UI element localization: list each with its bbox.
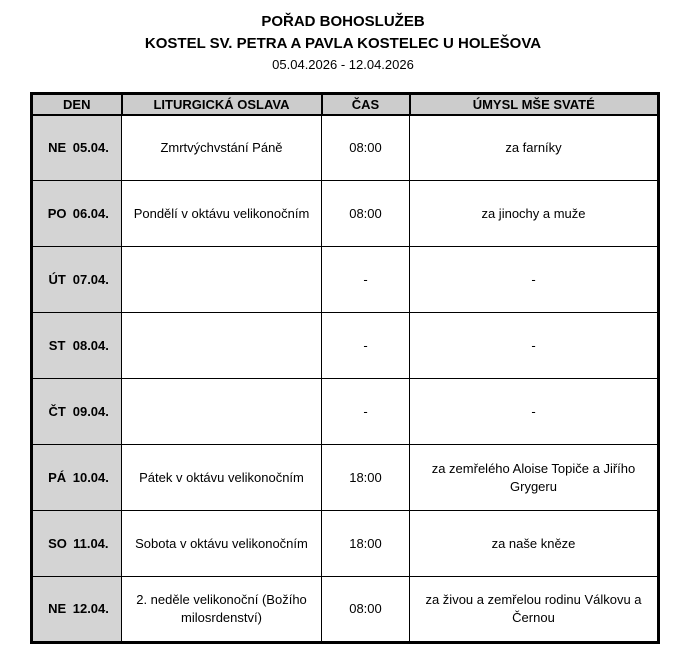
page-subtitle: KOSTEL SV. PETRA A PAVLA KOSTELEC U HOLEŠOVA xyxy=(144,34,542,52)
day-abbr: ÚT xyxy=(48,271,66,287)
day-cell xyxy=(32,511,122,577)
time-cell: 08:00 xyxy=(322,181,410,247)
day-date: 12.04. xyxy=(72,601,109,617)
date-range: 05.04.2026 - 12.04.2026 xyxy=(272,56,414,72)
table-row xyxy=(32,445,659,511)
day-cell xyxy=(32,115,122,181)
time-cell: - xyxy=(322,313,410,379)
intention-cell: - xyxy=(410,313,659,379)
time-cell: 08:00 xyxy=(322,577,410,643)
day-date: 08.04. xyxy=(72,337,109,353)
intention-cell: - xyxy=(410,247,659,313)
day-cell xyxy=(32,313,122,379)
day-date: 09.04. xyxy=(72,403,109,419)
page-title: POŘAD BOHOSLUŽEB xyxy=(261,13,425,30)
day-abbr: SO xyxy=(48,535,67,551)
time-cell: - xyxy=(322,379,410,445)
document-header xyxy=(0,0,686,74)
celebration-cell: 2. neděle velikonoční (Božího milosrdenství) xyxy=(122,577,322,643)
col-header-celebration: LITURGICKÁ OSLAVA xyxy=(122,94,322,115)
table-row xyxy=(32,313,659,379)
intention-cell: za farníky xyxy=(410,115,659,181)
day-abbr: ST xyxy=(48,337,66,353)
table-row xyxy=(32,181,659,247)
celebration-cell: Zmrtvýchvstání Páně xyxy=(122,115,322,181)
celebration-cell xyxy=(122,247,322,313)
day-abbr: PO xyxy=(47,205,67,221)
day-cell xyxy=(32,181,122,247)
table-row xyxy=(32,115,659,181)
intention-cell: za naše kněze xyxy=(410,511,659,577)
col-header-time: ČAS xyxy=(322,94,410,115)
table-row xyxy=(32,379,659,445)
day-date: 10.04. xyxy=(72,469,109,485)
day-date: 11.04. xyxy=(73,535,109,551)
day-cell xyxy=(32,247,122,313)
day-abbr: NE xyxy=(48,601,67,617)
intention-cell: za zemřelého Aloise Topiče a Jiřího Grygeru xyxy=(410,445,659,511)
time-cell: 18:00 xyxy=(322,445,410,511)
col-header-intention: ÚMYSL MŠE SVATÉ xyxy=(410,94,659,115)
day-date: 07.04. xyxy=(72,271,109,287)
col-header-den: DEN xyxy=(32,94,122,115)
table-row xyxy=(32,247,659,313)
table-row xyxy=(32,577,659,643)
intention-cell: za jinochy a muže xyxy=(410,181,659,247)
time-cell: 08:00 xyxy=(322,115,410,181)
day-abbr: NE xyxy=(48,139,67,155)
time-cell: - xyxy=(322,247,410,313)
celebration-cell: Sobota v oktávu velikonočním xyxy=(122,511,322,577)
day-abbr: ČT xyxy=(48,403,66,419)
table-header-row xyxy=(32,94,659,115)
day-date: 05.04. xyxy=(72,139,109,155)
celebration-cell xyxy=(122,379,322,445)
time-cell: 18:00 xyxy=(322,511,410,577)
day-cell xyxy=(32,577,122,643)
intention-cell: za živou a zemřelou rodinu Válkovu a Černou xyxy=(410,577,659,643)
intention-cell: - xyxy=(410,379,659,445)
day-cell xyxy=(32,445,122,511)
mass-schedule-table xyxy=(30,92,660,644)
table-row xyxy=(32,511,659,577)
day-abbr: PÁ xyxy=(48,469,67,485)
day-cell xyxy=(32,379,122,445)
day-date: 06.04. xyxy=(72,205,109,221)
celebration-cell xyxy=(122,313,322,379)
celebration-cell: Pátek v oktávu velikonočním xyxy=(122,445,322,511)
celebration-cell: Pondělí v oktávu velikonočním xyxy=(122,181,322,247)
